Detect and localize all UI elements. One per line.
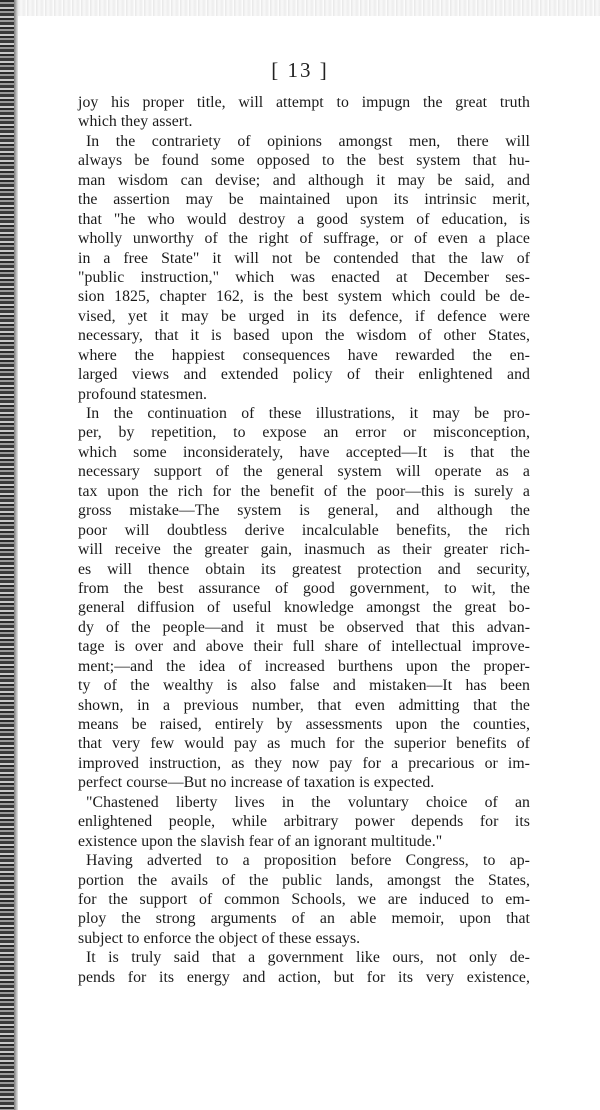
text-line: profound statesmen. bbox=[78, 385, 208, 403]
text-line: ploy the strong arguments of an able memoir, upon that bbox=[78, 910, 530, 928]
text-line: ment;—and the idea of increased burthens upon the proper- bbox=[78, 657, 530, 675]
text-line: will receive the greater gain, inasmuch as their greater rich- bbox=[78, 541, 530, 559]
text-line: pends for its energy and action, but for its very existence, bbox=[78, 968, 530, 986]
paragraph-start-line: In the continuation of these illustrations, it may be pro- bbox=[86, 405, 530, 422]
text-line: enlightened people, while arbitrary power depends for its bbox=[78, 813, 530, 831]
text-line: necessary, that it is based upon the wisdom of other States, bbox=[78, 327, 530, 345]
body-text bbox=[78, 93, 530, 987]
text-line: wholly unworthy of the right of suffrage, or of even a place bbox=[78, 230, 530, 248]
text-line: necessary support of the general system will operate as a bbox=[78, 463, 530, 481]
text-line: which they assert. bbox=[78, 113, 193, 131]
text-line: gross mistake—The system is general, and although the bbox=[78, 502, 530, 520]
text-line: that "he who would destroy a good system of education, is bbox=[78, 210, 530, 228]
text-line: poor will doubtless derive incalculable benefits, the rich bbox=[78, 521, 530, 539]
text-line: dy of the people—and it must be observed that this advan- bbox=[78, 618, 530, 636]
text-line: vised, yet it may be urged in its defence, if defence were bbox=[78, 307, 530, 325]
text-line: in a free State" it will not be contended that the law of bbox=[78, 249, 530, 267]
quotation-start-line: "Chastened liberty lives in the voluntary choice of an bbox=[86, 793, 530, 811]
paragraph-start-line: Having adverted to a proposition before Congress, to ap- bbox=[86, 852, 530, 870]
text-line: perfect course—But no increase of taxation is expected. bbox=[78, 774, 435, 792]
text-line: shown, in a previous number, that even admitting that the bbox=[78, 696, 530, 714]
text-line: "public instruction," which was enacted at December ses- bbox=[78, 268, 530, 286]
text-line: man wisdom can devise; and although it may be said, and bbox=[78, 171, 530, 189]
text-line: joy his proper title, will attempt to impugn the great truth bbox=[78, 94, 530, 111]
text-line: from the best assurance of good government, to wit, the bbox=[78, 579, 530, 597]
text-line: tage is over and above their full share of intellectual improve- bbox=[78, 638, 530, 656]
text-line: that very few would pay as much for the superior benefits of bbox=[78, 735, 530, 753]
text-line: which some inconsiderately, have accepted—It is that the bbox=[78, 443, 530, 461]
text-line: larged views and extended policy of their enlightened and bbox=[78, 366, 530, 384]
text-line: tax upon the rich for the benefit of the poor—this is surely a bbox=[78, 482, 530, 500]
text-line: subject to enforce the object of these essays. bbox=[78, 929, 361, 947]
text-line: es will thence obtain its greatest protection and security, bbox=[78, 560, 530, 578]
paragraph-start-line: In the contrariety of opinions amongst men, there will bbox=[86, 132, 530, 150]
text-line: improved instruction, as they now pay for a precarious or im- bbox=[78, 754, 530, 772]
text-line: the assertion may be maintained upon its intrinsic merit, bbox=[78, 191, 530, 209]
page-number: [ 13 ] bbox=[271, 58, 329, 82]
text-line: sion 1825, chapter 162, is the best system which could be de- bbox=[78, 288, 530, 306]
text-line: portion the avails of the public lands, amongst the States, bbox=[78, 871, 530, 889]
page-binding-edge bbox=[0, 0, 14, 1110]
text-line: per, by repetition, to expose an error or misconception, bbox=[78, 424, 530, 442]
text-line: always be found some opposed to the best system that hu- bbox=[78, 152, 530, 170]
page-top-edge bbox=[18, 0, 600, 16]
text-line: existence upon the slavish fear of an ignorant multitude." bbox=[78, 832, 443, 850]
page-binding-shadow bbox=[14, 0, 18, 1110]
text-line: general diffusion of useful knowledge amongst the great bo- bbox=[78, 599, 530, 617]
text-line: ty of the wealthy is also false and mistaken—It has been bbox=[78, 677, 530, 695]
text-line: means be raised, entirely by assessments upon the counties, bbox=[78, 716, 530, 733]
text-line: for the support of common Schools, we are induced to em- bbox=[78, 890, 530, 908]
paragraph-start-line: It is truly said that a government like ours, not only de- bbox=[86, 949, 530, 967]
text-line: where the happiest consequences have rewarded the en- bbox=[78, 346, 530, 364]
